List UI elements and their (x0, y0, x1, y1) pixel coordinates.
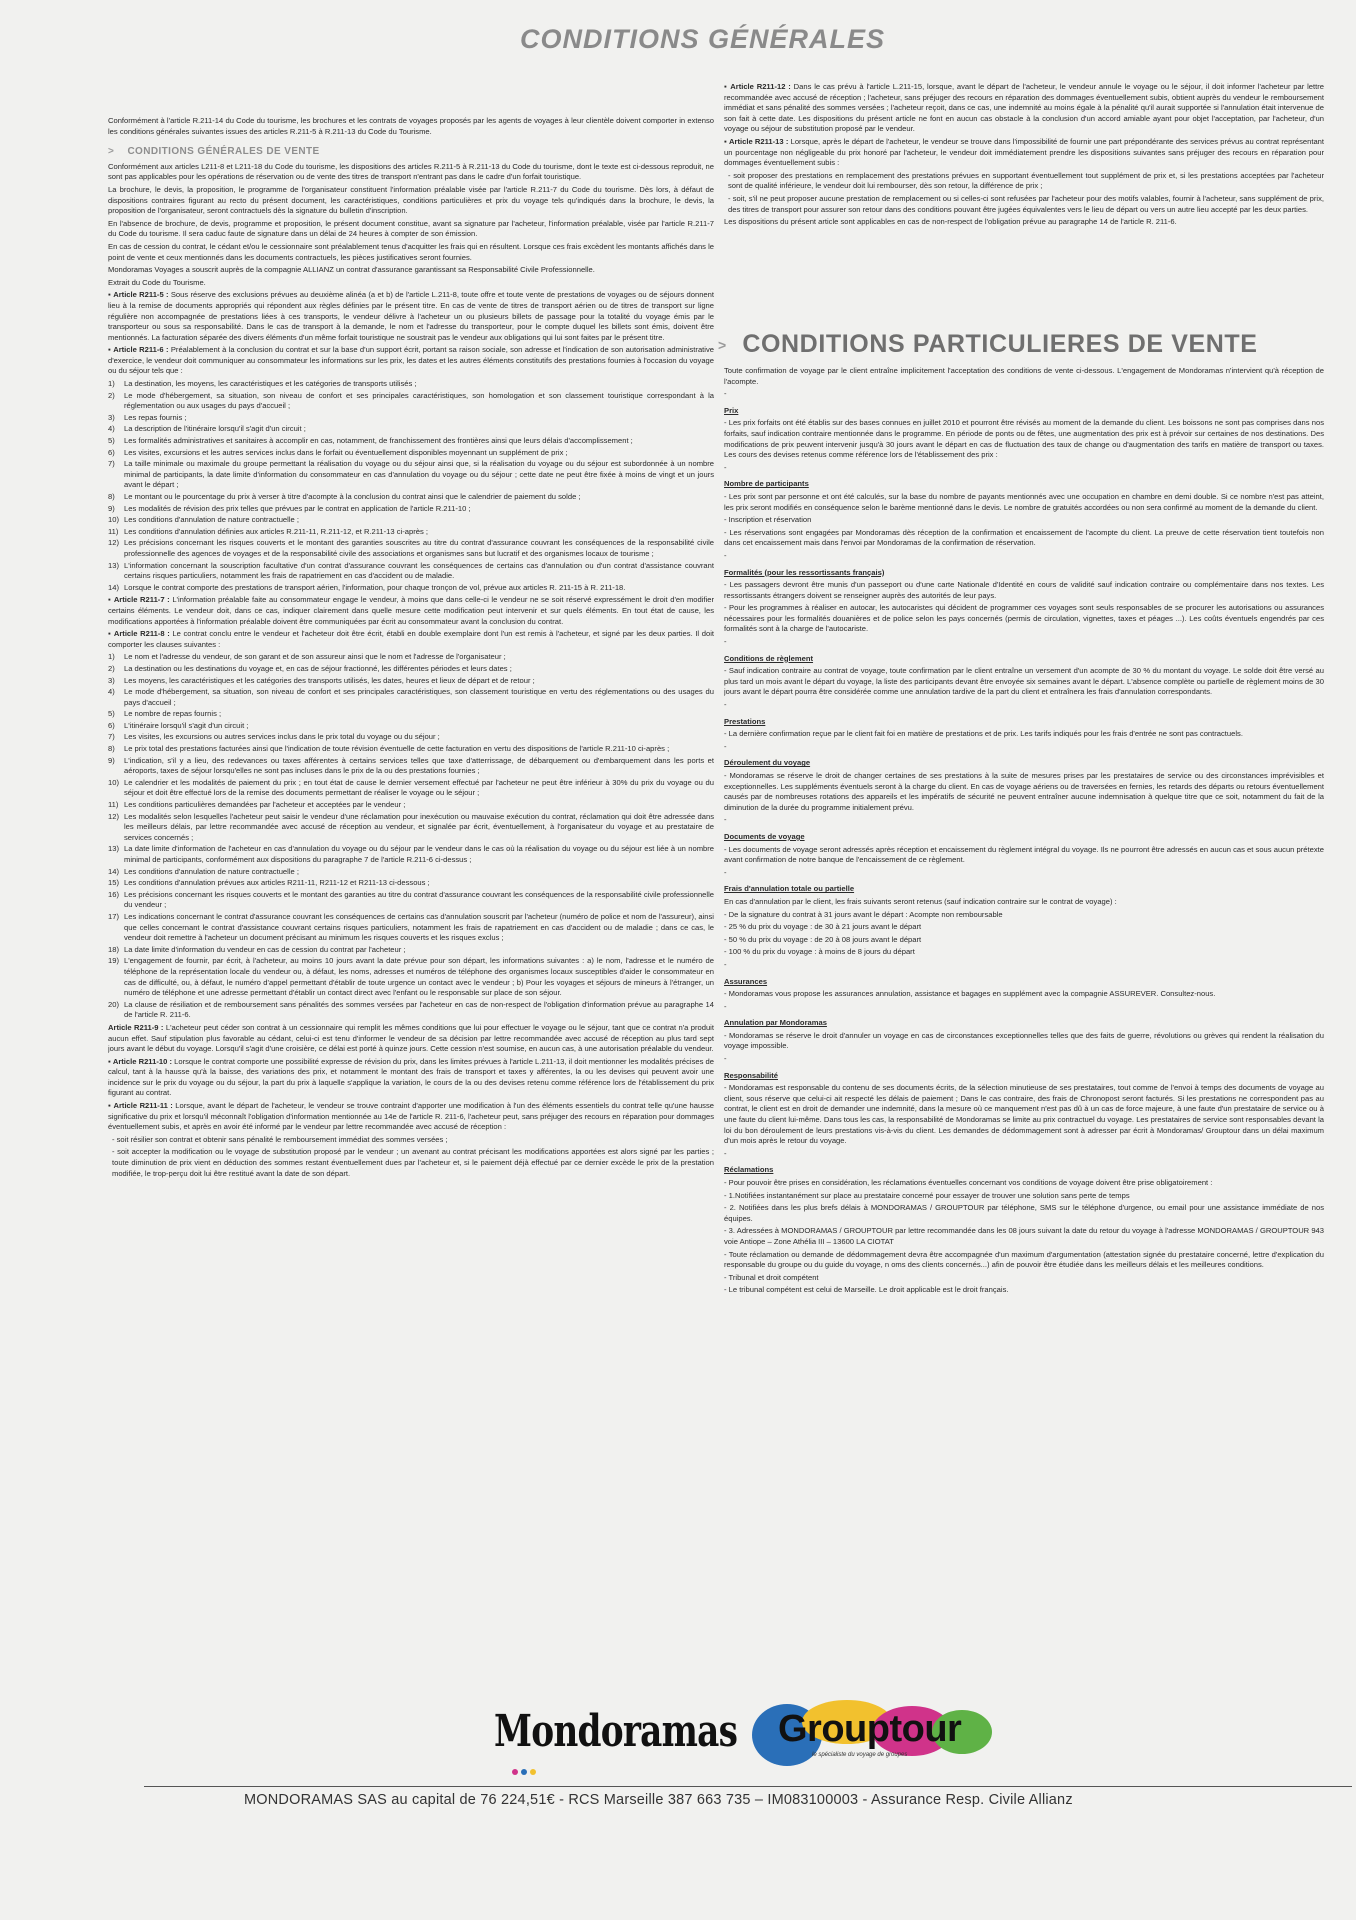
list-item: 9) L'indication, s'il y a lieu, des redevances ou taxes afférentes à certains services telles que taxe d'atterrissage, de débarquement ou d'embarquement dans les ports et aéroports, taxes de séjour lorsqu'elles ne sont pas incluses dans le prix de la ou des prestations fournies ; (108, 755, 714, 776)
list-item: 12) Les précisions concernant les risques couverts et le montant des garanties souscrites au titre du contrat d'assurance couvrant les conséquences de la responsabilité civile professionnelle des agences de voyages et de la responsabilité civile des associations et organismes sans but lucratif et des organismes locaux de tourisme ; (108, 538, 714, 558)
section-title: Responsabilité (724, 1070, 779, 1080)
article-r211-6: ▪ Article R211-6 : Préalablement à la conclusion du contrat et sur la base d'un support écrit, portant sa raison sociale, son adresse et l'indication de son autorisation administrative d'exercice, le vendeur doit communiquer au consommateur les informations sur les prix, les dates et les autres éléments constitutifs des prestations fournies à l'occasion du voyage ou du séjour tels que : (108, 345, 714, 376)
cpv-heading-text: CONDITIONS PARTICULIERES DE VENTE (742, 330, 1258, 358)
footer-divider (144, 1786, 1352, 1787)
section-text: - 2. Notifiées dans les plus brefs délais à MONDORAMAS / GROUPTOUR par téléphone, SMS sur le téléphone d'urgence, ou email pour une assistance immédiate de nos équipes. (724, 1203, 1324, 1223)
list-item: 15) Les conditions d'annulation prévues aux articles R211-11, R211-12 et R211-13 ci-dessous ; (108, 878, 430, 888)
cgv-paragraph: En cas de cession du contrat, le cédant et/ou le cessionnaire sont préalablement tenus d'acquitter les frais qui en résultent. Lorsque ces frais excèdent les montants affichés dans le point de vente et ceux mentionnés dans les documents contractuels, les pièces justificatives seront fournies. (108, 241, 714, 262)
logo-area (494, 1700, 1014, 1770)
section-text: - De la signature du contrat à 31 jours avant le départ : Acompte non remboursable (724, 909, 1003, 919)
list-item: 13) L'information concernant la souscription facultative d'un contrat d'assurance couvrant les conséquences de certains cas d'annulation ou d'un contrat d'assistance couvrant certains risques particuliers, notamment les frais de rapatriement en cas d'accident ou de maladie. (108, 560, 714, 581)
list-item: 3) Les repas fournis ; (108, 412, 187, 422)
section-title: Conditions de règlement (724, 653, 814, 663)
list-item: 7) Les visites, les excursions ou autres services inclus dans le prix total du voyage ou du séjour ; (108, 732, 440, 742)
section-text: - Les prix forfaits ont été établis sur des bases connues en juillet 2010 et pourront être révisés au moment de la demande du client. Les boissons ne sont pas comprises dans nos forfaits, sauf indication contraire mentionnée dans le programme. En période de ponts ou de fêtes, une augmentation des prix est à prévoir sur certaines de nos destinations. Des modifications de prix peuvent intervenir jusqu'à 30 jours avant le départ en cas de fluctuation des taux de change ou d'augmentation des tarifs en matière de transport ou taxes. Les cours des devises retenus comme référence lors de l'établissement des prix : (724, 418, 1324, 460)
list-item: 11) Les conditions d'annulation définies aux articles R.211-11, R.211-12, et R.211-13 ci-après ; (108, 526, 428, 536)
list-item: 10) Les conditions d'annulation de nature contractuelle ; (108, 515, 299, 525)
section-text: - Les réservations sont engagées par Mondoramas dès réception de la confirmation et encaissement de l'acompte du client. La preuve de cette réservation tient toutefois non dans cet encaissement mais dans l'envoi par Mondoramas de la confirmation de réservation. (724, 527, 1324, 548)
article-r211-12: ▪ Article R211-12 : Dans le cas prévu à l'article L.211-15, lorsque, avant le départ de l'acheteur, le vendeur annule le voyage ou le séjour, il doit informer l'acheteur par lettre recommandée avec accusé de réception ; l'acheteur, sans préjuger des recours en réparation des dommages éventuellement subis, obtient auprès du vendeur le remboursement immédiat et sans pénalité des sommes versées ; l'acheteur reçoit, dans ce cas, une indemnité au moins égale à la pénalité qu'il aurait supportée si l'annulation était intervenue de son fait à cette date. Les dispositions du présent article ne font en aucun cas obstacle à la conclusion d'un accord amiable ayant pour objet l'acceptation, par l'acheteur, d'un voyage ou séjour de substitution proposé par le vendeur. (724, 82, 1324, 134)
list-item: 17) Les indications concernant le contrat d'assurance couvrant les conséquences de certains cas d'annulation souscrit par l'acheteur (numéro de police et nom de l'assureur), ainsi que celles concernant le contrat d'assistance couvrant certains risques particuliers, notamment les frais de rapatriement en cas d'accident ou de maladie ; dans ce cas, le vendeur doit remettre à l'acheteur un document précisant au minimum les risques couverts et les risques exclus ; (108, 911, 714, 943)
article-r211-10: ▪ Article R211-10 : Lorsque le contrat comporte une possibilité expresse de révision du prix, dans les limites prévues à l'article L.211-13, il doit mentionner les modalités précises de calcul, tant à la hausse qu'à la baisse, des variations des prix, et notamment le montant des frais de transport et taxes y afférentes, la ou les devises qui peuvent avoir une incidence sur le prix du voyage ou du séjour, la part du prix à laquelle s'applique la variation, le cours de la ou des devises retenu comme référence lors de l'établissement du prix figurant au contrat. (108, 1056, 714, 1098)
section-text: - Mondoramas se réserve le droit de changer certaines de ses prestations à la suite de mesures prises par les prestataires de service ou des circonstances imprévisibles et exceptionnelles. Les suppléments éventuels seront à la charge du client. En cas de voyage aériens ou de traversées en fernies, les retards des départs ou retours éventuellement causés par de nombreuses rotations des appareils et les impératifs de sécurité ne peuvent entraîner aucune indemnisation à quelque titre que ce soit, notamment du fait de la diminution de la durée du programme initialement prévu. (724, 771, 1324, 812)
section-title: Nombre de participants (724, 479, 809, 489)
section-text: - Inscription et réservation (724, 515, 812, 525)
cgv-paragraph: Extrait du Code du Tourisme. (108, 277, 206, 287)
list-item: 8) Le montant ou le pourcentage du prix à verser à titre d'acompte à la conclusion du contrat ainsi que le calendrier de paiement du solde ; (108, 492, 581, 501)
section-text: - La dernière confirmation reçue par le client fait foi en matière de prestations et de prix. Les tarifs indiqués pour les frais d'entrée ne sont pas contractuels. (724, 729, 1243, 739)
section-text: - 25 % du prix du voyage : de 30 à 21 jours avant le départ (724, 922, 922, 932)
section-text: - Tribunal et droit compétent (724, 1272, 819, 1282)
section-title: Prix (724, 405, 739, 415)
cgv-paragraph: Conformément aux articles L211-8 et L211-18 du Code du tourisme, les dispositions des articles R.211-5 à R.211-13 du Code du tourisme, dont le texte est ci-dessous reproduit, ne sont pas applicables pour les opérations de réservation ou de vente des titres de transport n'entrant pas dans le cadre d'un forfait touristique. (108, 161, 714, 182)
section-title: Frais d'annulation totale ou partielle (724, 884, 855, 894)
section-text: - Toute réclamation ou demande de dédommagement devra être accompagnée d'un maximum d'argumentation (attestation signée du prestataire concerné, lettre d'explication du responsable du groupe ou du guide du voyage, n oms des clients concernés...) afin de pouvoir être étudiée dans les meilleurs délais et les meilleures conditions. (724, 1249, 1324, 1270)
footer-text: MONDORAMAS SAS au capital de 76 224,51€ - RCS Marseille 387 663 735 – IM083100003 - Assurance Resp. Civile Allianz (244, 1792, 1073, 1808)
section-text: - Pour pouvoir être prises en considération, les réclamations éventuelles concernant vos conditions de voyage doivent être prise obligatoirement : (724, 1178, 1213, 1187)
cpv-sections: - Prix - Les prix forfaits ont été établis sur des bases connues en juillet 2010 et pourront être révisés au moment de la demande du client. Les boissons ne sont pas comprises dans nos forfaits, sauf indication contraire mentionnée dans le programme. En période de ponts ou de fêtes, une augmentation des prix est à prévoir sur certaines de nos destinations. Des modifications de prix peuvent intervenir jusqu'à 30 jours avant le départ en cas de fluctuation des taux de change ou d'augmentation des tarifs en matière de transport ou taxes. Les cours des devises retenus comme référence lors de l'établissement des prix : - Nombre de participants - Les prix sont par personne et ont été calculés, sur la base du nombre de payants mentionnés avec une occupation en chambre en demi double. Si ce nombre n'est pas atteint, les prix seront modifiés en conséquence selon le barème mentionné dans le devis. Le nombre de gratuités accordées ou non sera confirmé au moment de la demande du client. - Inscription et réservation - Les réservations sont engagées par Mondoramas dès réception de la confirmation et encaissement de l'acompte du client. La preuve de cette réservation tient toutefois non dans cet encaissement mais dans l'envoi par Mondoramas de la confirmation de réservation. - Formalités (pour les ressortissants français) - Les passagers devront être munis d'un passeport ou d'une carte Nationale d'Identité en cours de validité sauf indication contraire ou complémentaire dans nos textes. Les ressortissants étrangers doivent se renseigner auprès des autorités de leur pays. - Pour les programmes à réaliser en autocar, les autocaristes qui décident de programmer ces voyages sont seuls responsables de se procurer les autorisations ou assurances nécessaires pour les formalités douanières et de police selon les pays concernés (permis de circulation, vignettes, taxes et péages ...). Les coûts éventuels engendrés par ces formalités sont à la charge de l'autocariste. - Conditions de règlement - Sauf indication contraire au contrat de voyage, toute confirmation par le client entraîne un versement d'un acompte de 30 % du montant du voyage. Le solde doit être versé au plus tard un mois avant le départ du voyage, la liste des participants devant être envoyée six semaines avant le départ. L'absence complète ou partielle de règlement moins de 30 jours avant le départ pourra être considérée comme une annulation tardive de la part du client et entraînera les frais d'annulation correspondants. - Prestations - La dernière confirmation reçue par le client fait foi en matière de prestations et de prix. Les tarifs indiqués pour les frais d'entrée ne sont pas contractuels. - Déroulement du voyage - Mondoramas se réserve le droit de changer certaines de ses prestations à la suite de mesures prises par les prestataires de service ou des circonstances imprévisibles et exceptionnelles. Les suppléments éventuels seront à la charge du client. En cas de voyage aériens ou de traversées en fernies, les retards des départs ou retours éventuellement causés par de nombreuses rotations des appareils et les impératifs de sécurité ne peuvent entraîner aucune indemnisation à quelque titre que ce soit, notamment du fait de la diminution de la durée du programme initialement prévu. - Documents de voyage - Les documents de voyage seront adressés après réception et encaissement du règlement intégral du voyage. Ils ne pourront être adressés en aucun cas et sous aucun prétexte avant confirmation de notre banque de l'encaissement de ce règlement. - Frais d'annulation totale ou partielle En cas d'annulation par le client, les frais suivants seront retenus (sauf indication contraire sur le contrat de voyage) : - De la signature du contrat à 31 jours avant le départ : Acompte non remboursable - 25 % du prix du voyage : de 30 à 21 jours avant le départ - 50 % du prix du voyage : de 20 à 08 jours avant le départ - 100 % du prix du voyage : à moins de 8 jours du départ - Assurances - Mondoramas vous propose les assurances annulation, assistance et bagages en supplément avec la compagnie ASSUREVER. Consultez-nous. - Annulation par Mondoramas - Mondoramas se réserve le droit d'annuler un voyage en cas de circonstances exceptionnelles telles que des faits de guerre, révolutions ou grèves qui rendent la réalisation du voyage impossible. - Responsabilité - Mondoramas est responsable du contenu de ses documents écrits, de la sélection minutieuse de ses prestataires, tout comme de l'envoi à temps des documents de voyage au client, sous réserve que celui-ci ait respecté les délais de paiement ; Dans le cas contraire, des frais de Chronopost seront facturés. Si les prestations ne correspondent pas au contrat, le client est en droit de demander une indemnité, dans la mesure où ce manquement n'est pas dû à un cas de force majeure, à une faute d'un prestataire de service ou à une faute du client lui-même. Dans tous les cas, la responsabilité de Mondoramas se limite au prix contractuel du voyage. Les prestataires de service sont responsables devant la loi du bon déroulement de leurs prestations vis-à-vis du client. Les demandes de dédommagement sont à adresser par écrit à Mondoramas/ Grouptour dans un délai maximum d'un mois après le retour du voyage. - Réclamations - Pour pouvoir être prises en considération, les réclamations éventuelles concernant vos conditions de voyage doivent être prise obligatoirement : - 1.Notifiées instantanément sur place au prestataire concerné pour essayer de trouver une solution sans perte de temps - 2. Notifiées dans les plus brefs délais à MONDORAMAS / GROUPTOUR par téléphone, SMS sur le téléphone d'urgence, ou email pour une assistance immédiate de nos équipes. - 3. Adressées à MONDORAMAS / GROUPTOUR par lettre recommandée dans les 08 jours suivant la date du retour du voyage à l'adresse MONDORAMAS / GROUPTOUR 943 voie Antiope – Zone Athélia III – 13600 LA CIOTAT - Toute réclamation ou demande de dédommagement devra être accompagnée d'un maximum d'argumentation (attestation signée du prestataire concerné, lettre d'explication du responsable du groupe ou du guide du voyage, n oms des clients concernés...) afin de pouvoir être étudiée dans les meilleurs délais et les meilleures conditions. - Tribunal et droit compétent - Le tribunal compétent est celui de Marseille. Le droit applicable est le droit français. (724, 389, 1324, 1295)
article-bullet: - soit accepter la modification ou le voyage de substitution proposé par le vendeur ; un avenant au contrat précisant les modifications apportées est alors signé par les parties ; toute diminution de prix vient en déduction des sommes restant éventuellement dues par l'acheteur et, si le paiement déjà effectué par ce dernier excède le prix de la prestation modifiée, le trop-perçu doit lui être restitué avant la date de son départ. (112, 1147, 714, 1178)
section-title: Assurances (724, 976, 768, 986)
grouptour-tagline: le spécialiste du voyage de groupes (812, 1752, 908, 1758)
mondoramas-logo: Mondoramas (494, 1706, 738, 1757)
list-item: 16) Les précisions concernant les risques couverts et le montant des garanties au titre du contrat d'assurance couvrant les conséquences de la responsabilité civile professionnelle du vendeur ; (108, 889, 714, 910)
list-item: 2) La destination ou les destinations du voyage et, en cas de séjour fractionné, les différentes périodes et leurs dates ; (108, 663, 512, 673)
article-r211-9: Article R211-9 : L'acheteur peut céder son contrat à un cessionnaire qui remplit les mêmes conditions que lui pour effectuer le voyage ou le séjour, tant que ce contrat n'a produit aucun effet. Sauf stipulation plus favorable au cédant, celui-ci est tenu d'informer le vendeur de sa décision par lettre recommandée avec accusé de réception au plus tard sept jours avant le début du voyage. Lorsqu'il s'agit d'une croisière, ce délai est porté à quinze jours. Cette cession n'est soumise, en aucun cas, à une autorisation préalable du vendeur. (108, 1022, 714, 1054)
list-item: 14) Lorsque le contrat comporte des prestations de transport aérien, l'information, pour chaque tronçon de vol, prévue aux articles R. 211-15 à R. 211-18. (108, 582, 626, 592)
grouptour-logo-text: Grouptour (778, 1708, 962, 1750)
right-column-top (724, 82, 1324, 328)
article-bullet: - soit résilier son contrat et obtenir sans pénalité le remboursement immédiat des sommes versées ; (112, 1134, 448, 1144)
list-item: 13) La date limite d'information de l'acheteur en cas d'annulation du voyage ou du séjour par le vendeur dans le cas où la réalisation du voyage ou du séjour est liée à un nombre minimal de participants, conformément aux dispositions du paragraphe 7 de l'article R.211-6 ci-dessus ; (108, 844, 714, 864)
article-r211-5: ▪ Article R211-5 : Sous réserve des exclusions prévues au deuxième alinéa (a et b) de l'article L.211-8, toute offre et toute vente de prestations de voyages ou de séjours donnent lieu à la remise de documents appropriés qui répondent aux règles définies par le présent titre. En cas de vente de titres de transport aérien ou de titres de transport sur ligne régulière non accompagnée de prestations liées à ces transports, le vendeur délivre à l'acheteur un ou plusieurs billets de passage pour la totalité du voyage émis par le transporteur ou sous sa responsabilité. Dans le cas de transport à la demande, le nom et l'adresse du transporteur, pour le compte duquel les billets sont émis, doivent être mentionnés. La facturation séparée des divers éléments d'un même forfait touristique ne soustrait pas le vendeur aux obligations qui lui sont faites par le présent titre. (108, 290, 714, 342)
section-text: - 3. Adressées à MONDORAMAS / GROUPTOUR par lettre recommandée dans les 08 jours suivant la date du retour du voyage à l'adresse MONDORAMAS / GROUPTOUR 943 voie Antiope – Zone Athélia III – 13600 LA CIOTAT (724, 1226, 1324, 1246)
section-text: - 1.Notifiées instantanément sur place au prestataire concerné pour essayer de trouver une solution sans perte de temps (724, 1190, 1130, 1200)
cgv-heading-text: CONDITIONS GÉNÉRALES DE VENTE (127, 146, 320, 158)
cpv-heading (718, 330, 1258, 359)
section-title: Déroulement du voyage (724, 758, 811, 768)
section-text: En cas d'annulation par le client, les frais suivants seront retenus (sauf indication contraire sur le contrat de voyage) : (724, 896, 1117, 906)
article-r211-13: ▪ Article R211-13 : Lorsque, après le départ de l'acheteur, le vendeur se trouve dans l'impossibilité de fournir une part prépondérante des services prévus au contrat représentant un pourcentage non négligeable du prix honoré par l'acheteur, le vendeur doit immédiatement prendre les dispositions suivantes sans préjuger des recours en réparation pour dommages éventuellement subis : (724, 136, 1324, 168)
cgv-paragraph: Mondoramas Voyages a souscrit auprès de la compagnie ALLIANZ un contrat d'assurance garantissant sa Responsabilité Civile Professionnelle. (108, 265, 595, 275)
section-text: - Mondoramas se réserve le droit d'annuler un voyage en cas de circonstances exceptionnelles telles que des faits de guerre, révolutions ou grèves qui rendent la réalisation du voyage impossible. (724, 1030, 1324, 1051)
grouptour-logo (752, 1700, 1002, 1766)
right-column-cpv (724, 366, 1324, 1472)
list-item: 1) La destination, les moyens, les caractéristiques et les catégories de transports utilisés ; (108, 379, 417, 389)
section-text: - Mondoramas vous propose les assurances annulation, assistance et bagages en supplément avec la compagnie ASSUREVER. Consultez-nous. (724, 989, 1216, 999)
section-text: - Les documents de voyage seront adressés après réception et encaissement du règlement intégral du voyage. Ils ne pourront être adressés en aucun cas et sous aucun prétexte avant confirmation de notre banque de l'encaissement de ce règlement. (724, 844, 1324, 865)
list-item: 3) Les moyens, les caractéristiques et les catégories des transports utilisés, les dates, heures et lieux de départ et de retour ; (108, 675, 535, 685)
cgv-heading (108, 147, 714, 158)
section-text: - Sauf indication contraire au contrat de voyage, toute confirmation par le client entraîne un versement d'un acompte de 30 % du montant du voyage. Le solde doit être versé au plus tard un mois avant le départ du voyage, la liste des participants devant être envoyée six semaines avant le départ. L'absence complète ou partielle de règlement moins de 30 jours avant le départ pourra être considérée comme une annulation tardive de la part du client et entraînera les frais d'annulation correspondants. (724, 666, 1324, 697)
intro-paragraph: Conformément à l'article R.211-14 du Code du tourisme, les brochures et les contrats de voyages proposés par les agents de voyages à leur clientèle doivent comporter in extenso les conditions générales suivantes issues des articles R.211-5 à R.211-13 du Code du Tourisme. (108, 116, 714, 136)
section-text: - Pour les programmes à réaliser en autocar, les autocaristes qui décident de programmer ces voyages sont seuls responsables de se procurer les autorisations ou assurances nécessaires pour les formalités douanières et de police selon les pays concernés (permis de circulation, vignettes, taxes et péages ...). Les coûts éventuels engendrés par ces formalités sont à la charge de l'autocariste. (724, 603, 1324, 634)
list-item: 19) L'engagement de fournir, par écrit, à l'acheteur, au moins 10 jours avant la date prévue pour son départ, les informations suivantes : a) le nom, l'adresse et le numéro de téléphone de la représentation locale du vendeur ou, à défaut, les noms, adresses et numéros de téléphone des organismes locaux susceptibles d'aider le consommateur en cas de difficulté, ou, à défaut, le numéro d'appel permettant d'établir de toute urgence un contact avec le vendeur ; b) Pour les voyages et séjours de mineurs à l'étranger, un numéro de téléphone et une adresse permettant d'établir un contact direct avec l'enfant ou le responsable sur place de son séjour. (108, 956, 714, 998)
page-title: CONDITIONS GÉNÉRALES (520, 24, 886, 54)
list-item: 10) Le calendrier et les modalités de paiement du prix ; en tout état de cause le dernier versement effectué par l'acheteur ne peut être inférieur à 30% du prix du voyage ou du séjour et doit être effectué lors de la remise des documents permettant de réaliser le voyage ou le séjour ; (108, 777, 714, 798)
article-bullet: - soit, s'il ne peut proposer aucune prestation de remplacement ou si celles-ci sont refusées par l'acheteur pour des motifs valables, fournir à l'acheteur, sans supplément de prix, des titres de transport pour assurer son retour dans des conditions pouvant être jugées équivalentes vers le lieu de départ ou vers un autre lieu accepté par les deux parties. (728, 193, 1324, 214)
list-item: 18) La date limite d'information du vendeur en cas de cession du contrat par l'acheteur ; (108, 944, 406, 954)
section-title: Prestations (724, 716, 766, 726)
cgv-paragraph: En l'absence de brochure, de devis, programme et proposition, le présent document constitue, avant sa signature par l'acheteur, l'information préalable, visée par l'article R.211-7 du Code du tourisme. Il sera caduc faute de signature dans un délai de 24 heures à compter de son émission. (108, 218, 714, 239)
section-title: Réclamations (724, 1165, 774, 1175)
article-r211-7: ▪ Article R211-7 : L'information préalable faite au consommateur engage le vendeur, à moins que dans celle-ci le vendeur ne se soit réservé expressément le droit d'en modifier certains éléments. Le vendeur doit, dans ce cas, indiquer clairement dans quelle mesure cette modification peut intervenir et sur quels éléments. En tout état de cause, les modifications apportées à l'information préalable doivent être communiquées par écrit au consommateur avant la conclusion du contrat. (108, 595, 714, 626)
list-item: 1) Le nom et l'adresse du vendeur, de son garant et de son assureur ainsi que le nom et l'adresse de l'organisateur ; (108, 652, 506, 662)
list-item: 5) Le nombre de repas fournis ; (108, 709, 222, 719)
list-item: 4) La description de l'itinéraire lorsqu'il s'agit d'un circuit ; (108, 424, 306, 434)
list-item: 14) Les conditions d'annulation de nature contractuelle ; (108, 866, 299, 876)
list-item: 11) Les conditions particulières demandées par l'acheteur et acceptées par le vendeur ; (108, 800, 406, 810)
cgv-paragraph: La brochure, le devis, la proposition, le programme de l'organisateur constituent l'information préalable visée par l'article R.211-7 du Code du tourisme. Dès lors, à défaut de dispositions contraires figurant au recto du présent document, les caractéristiques, conditions particulières et prix du voyage tels qu'indiqués dans la brochure, le devis, la proposition de l'organisateur, seront contractuels dès la signature du bulletin d'inscription. (108, 184, 714, 216)
section-text: - Le tribunal compétent est celui de Marseille. Le droit applicable est le droit français. (724, 1285, 1009, 1295)
logo-dots (512, 1762, 539, 1780)
chevron-right-icon: > (718, 337, 727, 354)
list-item: 2) Le mode d'hébergement, sa situation, son niveau de confort et ses principales caractéristiques, son homologation et son classement touristique correspondant à la réglementation ou aux usages du pays d'accueil ; (108, 390, 714, 411)
article-r211-11: ▪ Article R211-11 : Lorsque, avant le départ de l'acheteur, le vendeur se trouve contraint d'apporter une modification à l'un des éléments essentiels du contrat telle qu'une hausse significative du prix et lorsqu'il méconnaît l'obligation d'information mentionnée au 14e de l'article R. 211-6, l'acheteur peut, sans préjuger des recours en réparation pour dommages éventuellement subis, et après en avoir été informé par le vendeur par lettre recommandée avec accusé de réception : (108, 1101, 714, 1132)
list-item: 4) Le mode d'hébergement, sa situation, son niveau de confort et ses principales caractéristiques, son classement touristique en vertu des réglementations ou des usages du pays d'accueil ; (108, 687, 714, 707)
chevron-right-icon: > (108, 146, 115, 158)
section-text: - Les passagers devront être munis d'un passeport ou d'une carte Nationale d'Identité en cours de validité sauf indication contraire ou complémentaire dans nos textes. Les ressortissants étrangers doivent se renseigner auprès des autorités de leur pays. (724, 580, 1324, 600)
list-r211-8 (108, 652, 714, 1021)
cpv-intro: Toute confirmation de voyage par le client entraîne implicitement l'acceptation des conditions de vente ci-dessous. L'engagement de Mondoramas n'intervient qu'à réception de l'acompte. (724, 366, 1324, 386)
article-bullet: - soit proposer des prestations en remplacement des prestations prévues en supportant éventuellement tout supplément de prix et, si les prestations acceptées par l'acheteur sont de qualité inférieure, le vendeur doit lui rembourser, dès son retour, la différence de prix ; (728, 170, 1324, 191)
list-item: 8) Le prix total des prestations facturées ainsi que l'indication de toute révision éventuelle de cette facturation en vertu des dispositions de l'article R.211-10 ci-après ; (108, 744, 670, 754)
section-title: Documents de voyage (724, 831, 805, 841)
article-r211-8: ▪ Article R211-8 : Le contrat conclu entre le vendeur et l'acheteur doit être écrit, établi en double exemplaire dont l'un est remis à l'acheteur, et signé par les deux parties. Il doit comporter les clauses suivantes : (108, 629, 714, 649)
list-item: 5) Les formalités administratives et sanitaires à accomplir en cas, notamment, de franchissement des frontières ainsi que leurs délais d'accomplissement ; (108, 436, 633, 446)
section-title: Annulation par Mondoramas (724, 1018, 827, 1028)
section-text: - Mondoramas est responsable du contenu de ses documents écrits, de la sélection minutieuse de ses prestataires, tout comme de l'envoi à temps des documents de voyage au client, sous réserve que celui-ci ait respecté les délais de paiement ; Dans le cas contraire, des frais de Chronopost seront facturés. Si les prestations ne correspondent pas au contrat, le client est en droit de demander une indemnité, dans la mesure où ce manquement n'est pas dû à un cas de force majeure, à une faute d'un prestataire de service ou à une faute du client lui-même. Dans tous les cas, la responsabilité de Mondoramas se limite au prix contractuel du voyage. Les prestataires de service sont responsables devant la loi du bon déroulement de leurs prestations vis-à-vis du client. Les demandes de dédommagement sont à adresser par écrit à Mondoramas/ Grouptour dans un délai maximum d'un mois après le retour du voyage. (724, 1083, 1324, 1146)
section-text: - Les prix sont par personne et ont été calculés, sur la base du nombre de payants mentionnés avec une occupation en chambre en demi double. Si ce nombre n'est pas atteint, les prix seront modifiés en conséquence selon le barème mentionné dans le devis. Le nombre de gratuités accordées ou non sera confirmé au moment de la demande du client. (724, 491, 1324, 512)
list-item: 6) L'itinéraire lorsqu'il s'agit d'un circuit ; (108, 720, 249, 730)
left-column (108, 116, 714, 1674)
article-closing: Les dispositions du présent article sont applicables en cas de non-respect de l'obligation prévue au paragraphe 14 de l'article R. 211-6. (724, 217, 1177, 227)
list-item: 20) La clause de résiliation et de remboursement sans pénalités des sommes versées par l'acheteur en cas de non-respect de l'obligation d'information prévue au paragraphe 14 de l'article R. 211-6. (108, 999, 714, 1020)
list-item: 6) Les visites, excursions et les autres services inclus dans le forfait ou éventuellement disponibles moyennant un supplément de prix ; (108, 447, 568, 457)
section-title: Formalités (pour les ressortissants français) (724, 567, 885, 577)
list-item: 12) Les modalités selon lesquelles l'acheteur peut saisir le vendeur d'une réclamation pour inexécution ou mauvaise exécution du contrat, réclamation qui doit être adressée dans les meilleurs délais, par lettre recommandée avec accusé de réception au vendeur, et signalée par écrit, éventuellement, à l'organisateur du voyage et au prestataire de services concernés ; (108, 811, 714, 842)
section-text: - 100 % du prix du voyage : à moins de 8 jours du départ (724, 947, 915, 957)
list-r211-6 (108, 379, 714, 593)
section-text: - 50 % du prix du voyage : de 20 à 08 jours avant le départ (724, 934, 922, 944)
list-item: 9) Les modalités de révision des prix telles que prévues par le contrat en application de l'article R.211-10 ; (108, 503, 471, 513)
list-item: 7) La taille minimale ou maximale du groupe permettant la réalisation du voyage ou du séjour ainsi que, si la réalisation du voyage ou du séjour est subordonnée à un nombre minimal de participants, la date limite d'information du consommateur en cas d'annulation du voyage ou du séjour ; cette date ne peut être fixée à moins de vingt et un jours avant le départ ; (108, 459, 714, 490)
